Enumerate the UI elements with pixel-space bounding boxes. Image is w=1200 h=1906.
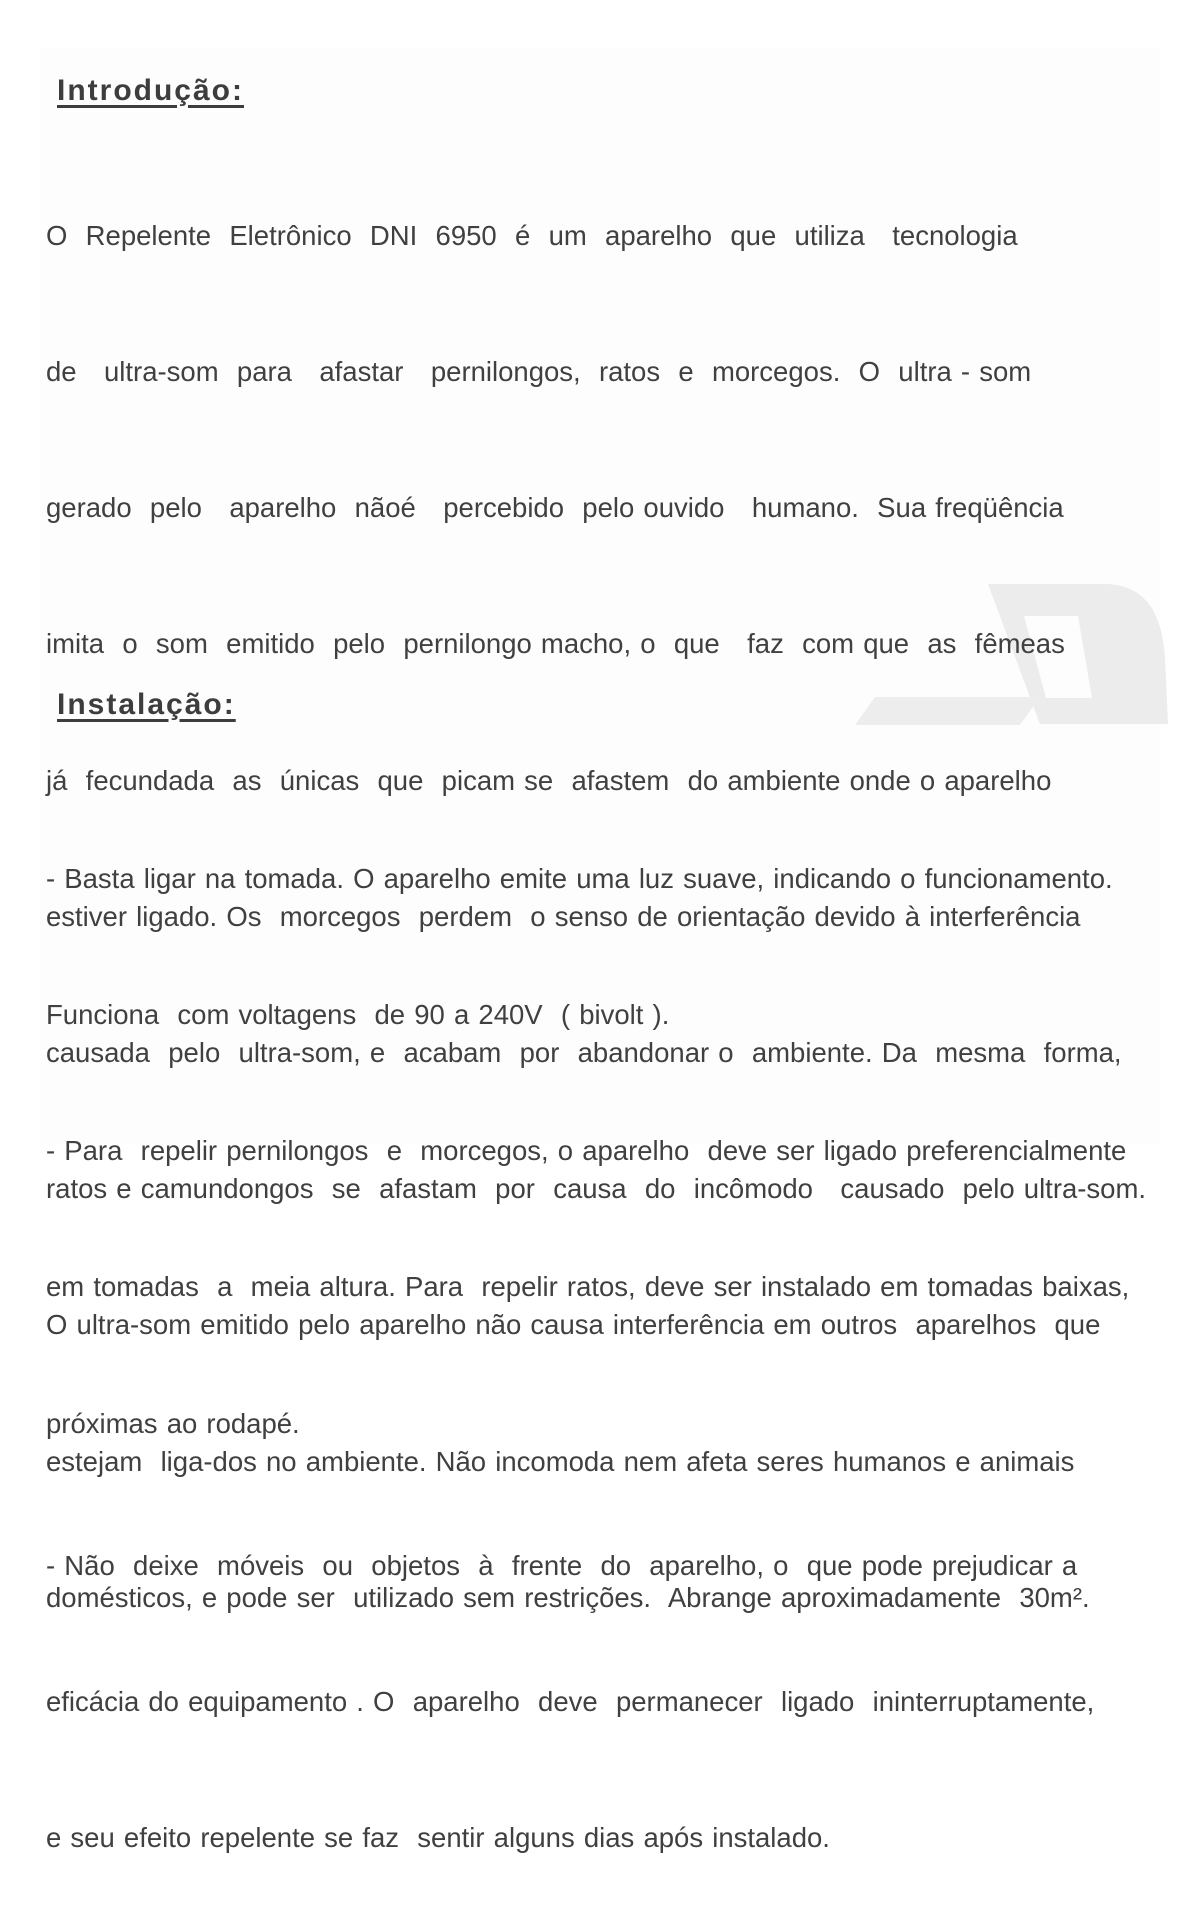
- text-line: próximas ao rodapé.: [46, 1407, 300, 1439]
- text-line: eficácia do equipamento . O aparelho deve permanecer ligado ininterruptamente,: [46, 1686, 1095, 1718]
- text-line: domésticos, e pode ser utilizado sem restrições. Abrange aproximadamente 30m².: [46, 1581, 1090, 1613]
- text-line: - Basta ligar na tomada. O aparelho emite uma luz suave, indicando o funcionamento.: [46, 862, 1113, 894]
- text-line: já fecundada as únicas que picam se afastem do ambiente onde o aparelho: [46, 764, 1052, 796]
- text-line: em tomadas a meia altura. Para repelir ratos, deve ser instalado em tomadas baixas,: [46, 1271, 1130, 1303]
- text-line: O ultra-som emitido pelo aparelho não causa interferência em outros aparelhos que: [46, 1309, 1101, 1341]
- installation-section-heading: Instalação:: [57, 688, 236, 721]
- text-line: estejam liga-dos no ambiente. Não incomoda nem afeta seres humanos e animais: [46, 1445, 1075, 1477]
- text-line: - Não deixe móveis ou objetos à frente do aparelho, o que pode prejudicar a: [46, 1549, 1078, 1581]
- text-line: O Repelente Eletrônico DNI 6950 é um aparelho que utiliza tecnologia: [46, 219, 1018, 251]
- text-line: imita o som emitido pelo pernilongo macho, o que faz com que as fêmeas: [46, 628, 1065, 660]
- text-line: ratos e camundongos se afastam por causa do incômodo causado pelo ultra-som.: [46, 1173, 1147, 1205]
- text-line: Funciona com voltagens de 90 a 240V ( bivolt ).: [46, 999, 670, 1031]
- text-line: gerado pelo aparelho nãoé percebido pelo ouvido humano. Sua freqüência: [46, 492, 1064, 524]
- text-line: de ultra-som para afastar pernilongos, ratos e morcegos. O ultra - som: [46, 356, 1032, 388]
- text-line: causada pelo ultra-som, e acabam por abandonar o ambiente. Da mesma forma,: [46, 1037, 1122, 1069]
- text-line: estiver ligado. Os morcegos perdem o senso de orientação devido à interferência: [46, 900, 1081, 932]
- text-line: - Para repelir pernilongos e morcegos, o aparelho deve ser ligado preferencialmente: [46, 1135, 1127, 1167]
- installation-instructions: [46, 765, 1176, 1906]
- text-line: e seu efeito repelente se faz sentir alguns dias após instalado.: [46, 1822, 830, 1854]
- intro-section-heading: Introdução:: [57, 74, 244, 107]
